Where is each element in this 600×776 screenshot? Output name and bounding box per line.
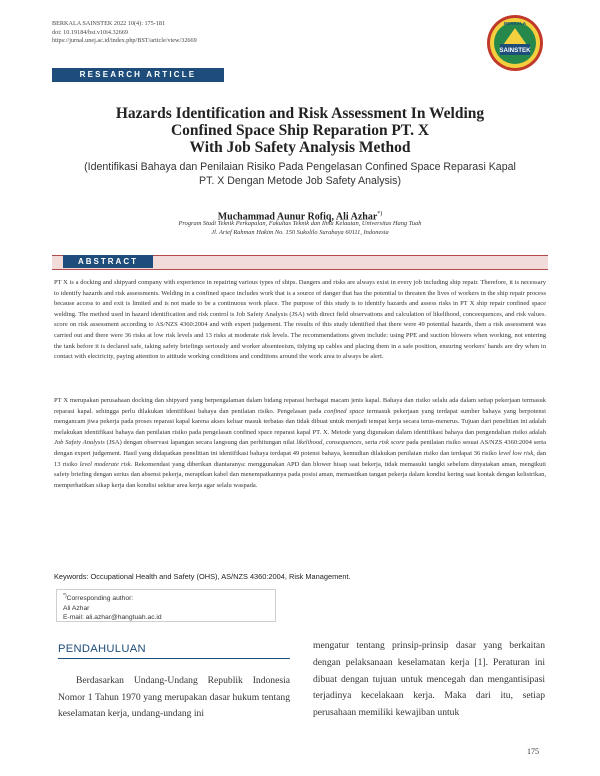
abstrak-italic-4: risk score bbox=[379, 439, 405, 447]
subtitle-line-2: PT. X Dengan Metode Job Safety Analysis) bbox=[199, 175, 401, 187]
abstrak-part-7: Rekomendasi yang diberikan diantaranya: menggunakan APD dan blower hisap saat bekerja, tidak memasuki tangki sebelum dinyatakan aman, mengikuti safety briefing dengan serius dan absensi pekerja, merapikan kabel dan menempatkannya pada posisi aman, memastikan tangan pekerja dalam kondisi kering saat kontak dengan kelistrikan, memperhatikan sikap kerja dan kondisi sekitar area kerja agar selalu waspada. bbox=[54, 460, 546, 489]
abstract-english: PT X is a docking and shipyard company with experience in repairing various types of ships. Dangers and risks are always exist in every job including ship repair. Therefore, it is necessary to identify hazards and risk assessments. Welding in a confined space includes work that is a source of danger that has the potential to threaten the lives of workers in the ship repair process because access to and exit is limited and is not made to be a continuous work place. The purpose of this study is to identify hazards and assess risks in PT X ship repair confined space welding. The method used in hazard identification and risk control is Job Safety Analysis (JSA) with direct field observations and calculation of likelihood, conceequences, and risk values. score on risk assessment according to AS/NZS 4360:2004 and with expert judgement. The results of this study identified that there were 49 potential hazards, then a risk assessment was carried out and there were 36 risks at low risk levels and 13 risks at moderate risk levels. The recommendations given include: using PPE and suction blowers when working, not entering the tank before it is declared safe, taking safety briefings seriously and worker absenteeism, tidying up cables and placing them in a safe position, ensuring workers' hands are dry when in contact with electricity, paying attention to attitude working conditions and conditions around the work area to always be alert. bbox=[54, 279, 546, 361]
author-mark: *) bbox=[377, 211, 383, 217]
abstrak-italic-3: likelihood, consequences, bbox=[296, 439, 364, 447]
journal-citation: BERKALA SAINSTEK 2022 10(4): 175-181 bbox=[52, 20, 166, 27]
section-heading: PENDAHULUAN bbox=[58, 643, 146, 655]
correspondence-mark: *) bbox=[63, 593, 67, 599]
affiliation-line-1: Program Studi Teknik Perkapalan, Fakultas Teknik dan Ilmu Kelautan, Universitas Hang Tuah bbox=[178, 220, 422, 227]
author-names: Muchammad Aunur Rofiq, Ali Azhar bbox=[217, 211, 378, 223]
title-line-1: Hazards Identification and Risk Assessment In Welding bbox=[115, 105, 485, 122]
affiliation bbox=[40, 220, 560, 238]
abstract-indonesian bbox=[54, 396, 546, 491]
correspondence-name: Ali Azhar bbox=[63, 604, 90, 612]
paper-subtitle bbox=[40, 160, 560, 188]
abstrak-italic-6: level moderate risk. bbox=[79, 460, 133, 468]
journal-doi: doi: 10.19184/bst.v10i4.32669 bbox=[52, 28, 128, 36]
abstract-label: ABSTRACT bbox=[63, 255, 153, 268]
page-number: 175 bbox=[527, 747, 539, 756]
abstrak-part-4: serta bbox=[363, 439, 380, 447]
abstrak-part-2: termasuk pekerjaan yang terdapat sumber bahaya yang berpotensi mengancam jiwa pekerja pada proses reparasi kapal karena akses keluar masuk terbatas dan tidak dibuat untuk menjadi tempat kerja secara terus-menerus. Tujuan dari penelitian ini adalah melakukan identifikasi bahaya dan penilaian risiko pada pengelasan confined space reparasi kapal PT. X. Metode yang digunakan dalam identifikasi bahaya dan pengendalian risiko adalah bbox=[54, 407, 546, 436]
journal-url[interactable]: https://jurnal.unej.ac.id/index.php/BST/article/view/32669 bbox=[52, 37, 197, 45]
abstrak-part-6: dan 13 risiko bbox=[54, 449, 546, 468]
section-underline bbox=[58, 658, 290, 659]
body-column-left: Berdasarkan Undang-Undang Republik Indonesia Nomor 1 Tahun 1970 yang merupakan dasar hukum tentang keselamatan kerja, undang-undang ini bbox=[58, 675, 290, 720]
subtitle-line-1: (Identifikasi Bahaya dan Penilaian Risiko Pada Pengelasan Confined Space Reparasi Kapal bbox=[84, 161, 516, 173]
affiliation-line-2: Jl. Arief Rahman Hakim No. 150 Sukolilo Surabaya 60111, Indonesia bbox=[211, 228, 389, 236]
abstrak-part-5: pada penilaian risiko sesuai AS/NZS 4360:2004 serta dengan expert judgement. Hasil yang didapatkan penelitian ini identifikasi bahaya terdapat 49 potensi bahaya, kemudian dilakukan penilaian risiko dan terdapat 36 risiko bbox=[54, 439, 546, 457]
correspondence-label-row bbox=[63, 592, 269, 604]
abstrak-italic-5: level low risk, bbox=[498, 449, 535, 457]
keywords: Keywords: Occupational Health and Safety (OHS), AS/NZS 4360:2004, Risk Management. bbox=[54, 572, 351, 581]
abstrak-part-1: PT X merupakan perusahaan docking dan shipyard yang berpengalaman dalam bidang reparasi berbagai macam jenis kapal. Bahaya dan risiko selalu ada dalam setiap pekerjaan termasuk reparasi kapal. sehingga perlu dilakukan identifikasi bahaya dan penilaian risiko. Pengelasan pada bbox=[54, 397, 546, 415]
paper-title bbox=[40, 105, 560, 156]
logo-bottom-text: SAINSTEK bbox=[499, 47, 531, 54]
article-type-banner: RESEARCH ARTICLE bbox=[52, 68, 224, 82]
correspondence-label: Corresponding author: bbox=[66, 595, 134, 603]
title-line-3: With Job Safety Analysis Method bbox=[189, 139, 411, 156]
journal-logo bbox=[486, 14, 544, 72]
abstrak-italic-1: confined space bbox=[324, 407, 365, 415]
title-line-2: Confined Space Ship Reparation PT. X bbox=[170, 122, 430, 139]
abstrak-italic-2: Job Safety Analysis bbox=[54, 439, 105, 447]
logo-top-text: BERKALA bbox=[504, 21, 526, 26]
correspondence-box bbox=[56, 589, 276, 622]
correspondence-email[interactable]: E-mail: ali.azhar@hangtuah.ac.id bbox=[63, 614, 162, 622]
abstrak-part-3: (JSA) dengan observasi lapangan secara langsung dan perhitungan nilai bbox=[104, 439, 297, 447]
body-column-right: mengatur tentang prinsip-prinsip dasar yang berkaitan dengan pelaksanaan keselamatan kerja [1]. Peraturan ini dibuat dengan tujuan untuk mencegah dan mengantisipasi terjadinya kecelakaan kerja. Maka dari itu, setiap perusahaan memiliki kewajiban untuk bbox=[313, 640, 545, 719]
journal-info bbox=[52, 20, 197, 46]
